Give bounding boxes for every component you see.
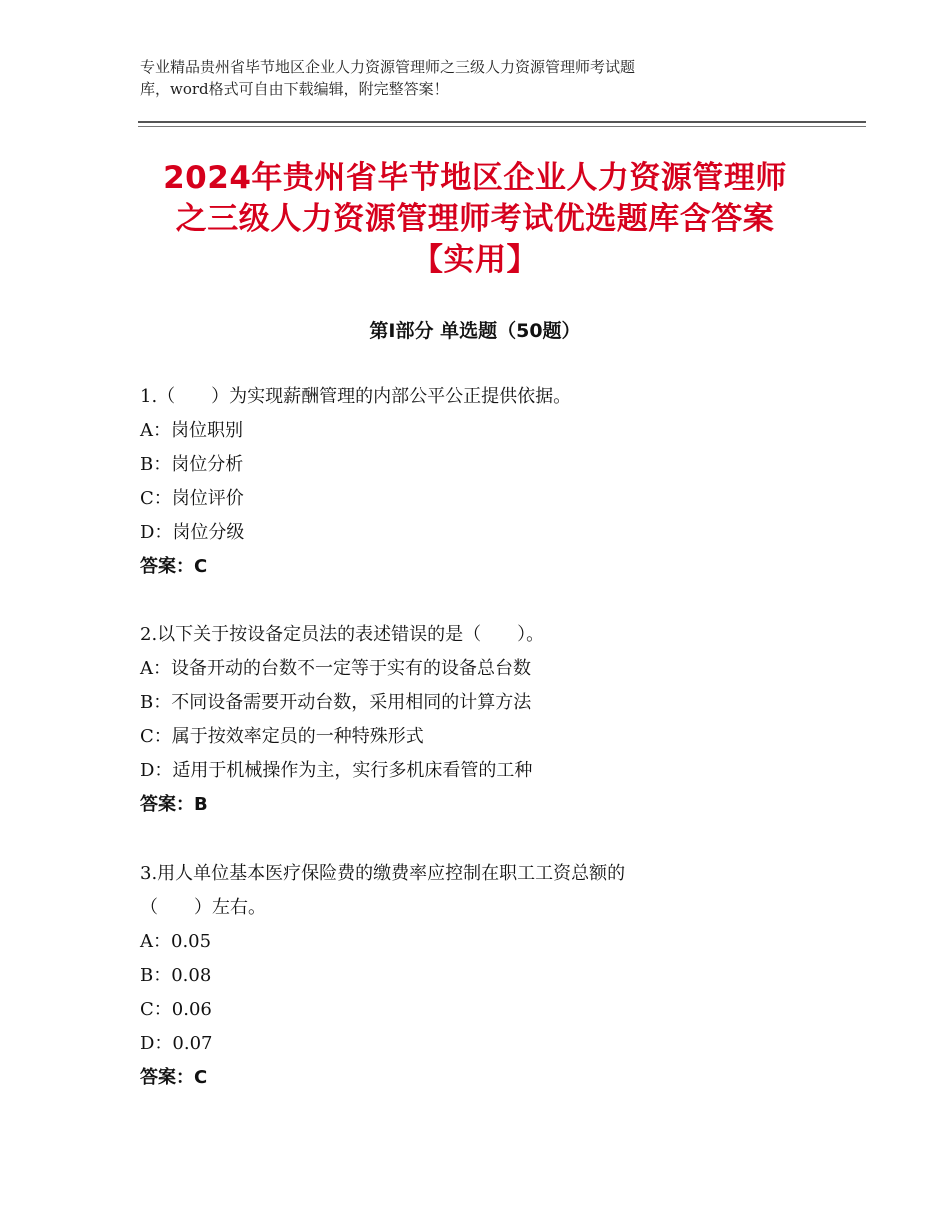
title-line-1: 2024年贵州省毕节地区企业人力资源管理师 bbox=[163, 160, 787, 196]
option-a: A：设备开动的台数不一定等于实有的设备总台数 bbox=[140, 658, 531, 679]
header-divider-thick bbox=[138, 121, 866, 123]
option-d: D：0.07 bbox=[140, 1033, 213, 1054]
option-c: C：属于按效率定员的一种特殊形式 bbox=[140, 726, 424, 747]
section-heading: 第Ⅰ部分 单选题（50题） bbox=[369, 320, 581, 342]
option-d: D：岗位分级 bbox=[140, 522, 245, 543]
title-line-2: 之三级人力资源管理师考试优选题库含答案 bbox=[175, 201, 775, 237]
question-3 bbox=[140, 857, 780, 1095]
question-stem: 2.以下关于按设备定员法的表述错误的是（ ）。 bbox=[140, 624, 545, 645]
header-note bbox=[140, 56, 780, 100]
option-c: C：岗位评价 bbox=[140, 488, 244, 509]
option-d: D：适用于机械操作为主，实行多机床看管的工种 bbox=[140, 760, 533, 781]
option-a: A：0.05 bbox=[140, 931, 212, 952]
header-note-line-1: 专业精品贵州省毕节地区企业人力资源管理师之三级人力资源管理师考试题 bbox=[140, 58, 636, 76]
option-c: C：0.06 bbox=[140, 999, 212, 1020]
title-line-3: 【实用】 bbox=[412, 242, 538, 278]
answer: 答案：C bbox=[140, 1067, 208, 1088]
header-divider-thin bbox=[138, 126, 866, 127]
answer: 答案：C bbox=[140, 556, 208, 577]
option-b: B：岗位分析 bbox=[140, 454, 244, 475]
option-b: B：不同设备需要开动台数，采用相同的计算方法 bbox=[140, 692, 532, 713]
document-title bbox=[120, 158, 830, 281]
question-2 bbox=[140, 618, 780, 822]
header-note-line-2: 库，word格式可自由下载编辑，附完整答案！ bbox=[140, 80, 449, 98]
question-stem: 1.（ ）为实现薪酬管理的内部公平公正提供依据。 bbox=[140, 386, 572, 407]
question-stem-line-2: （ ）左右。 bbox=[140, 897, 266, 918]
option-b: B：0.08 bbox=[140, 965, 212, 986]
question-1 bbox=[140, 380, 780, 584]
question-stem-line-1: 3.用人单位基本医疗保险费的缴费率应控制在职工工资总额的 bbox=[140, 863, 626, 884]
answer: 答案：B bbox=[140, 794, 208, 815]
option-a: A：岗位职别 bbox=[140, 420, 243, 441]
